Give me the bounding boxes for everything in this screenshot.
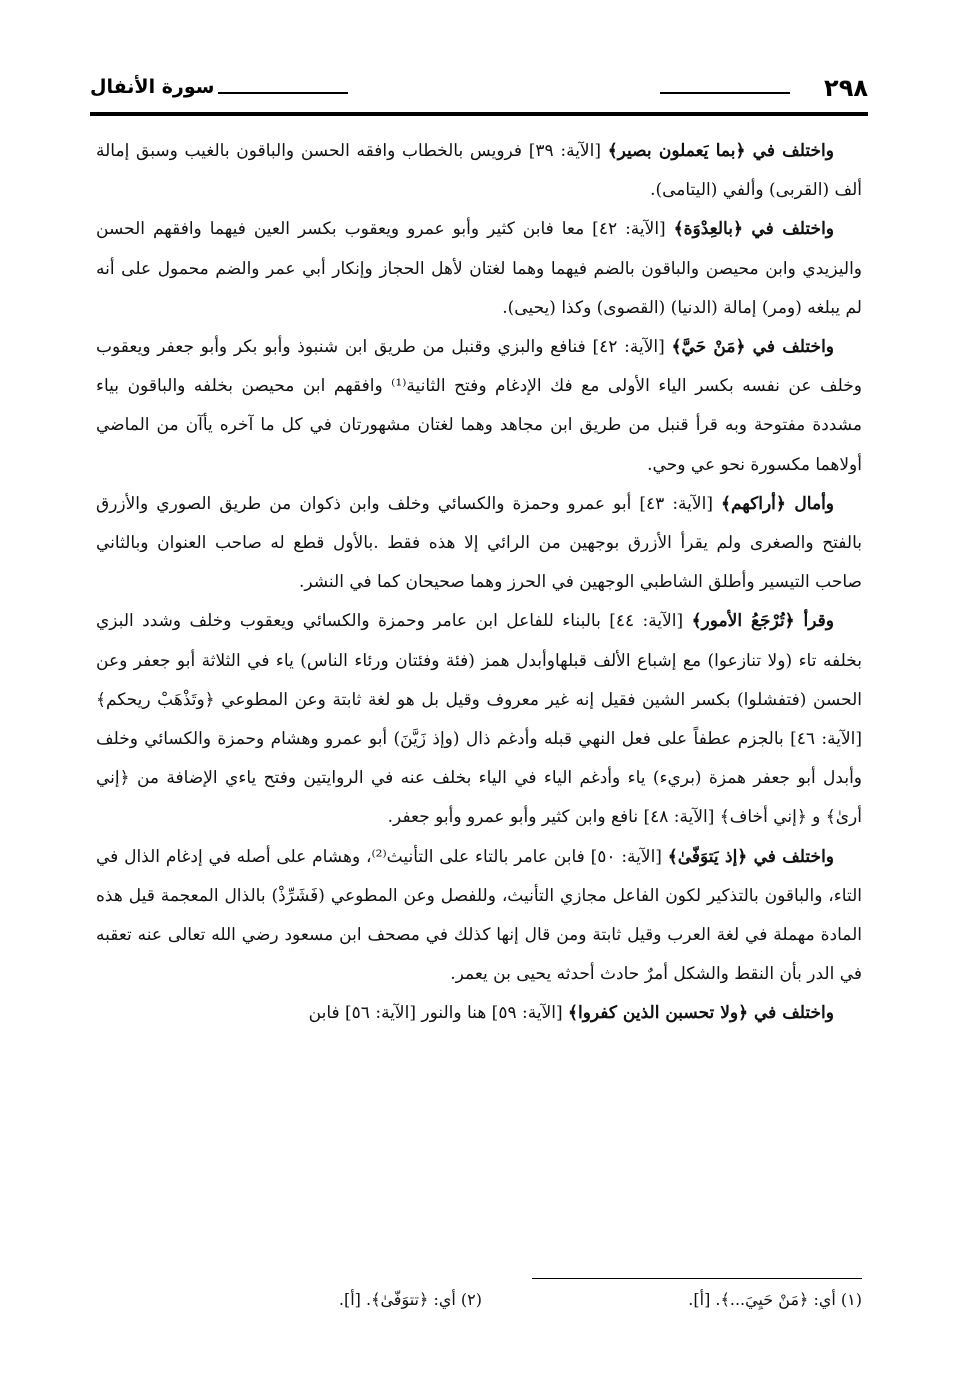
paragraph-lead: واختلف في ﴿إذ يَتوَفّىٰ﴾ — [667, 846, 834, 867]
page-header — [90, 70, 868, 110]
paragraph-lead: واختلف في ﴿بالعِدْوَة﴾ — [673, 219, 834, 240]
paragraph-lead: وأمال ﴿أراكهم﴾ — [721, 493, 835, 514]
paragraph-text: [الآية: ٤٢] فنافع والبزي وقنبل من طريق ابن شنبوذ وأبو بكر وأبو جعفر ويعقوب وخلف عن نفسه بكسر الياء الأولى مع فك الإدغام وفتح الثانية⁽¹⁾ وافقهم ابن محيصن بخلفه والباقون بياء مشددة مفتوحة وبه قرأ قنبل من طريق ابن مجاهد وهما لغتان مشهورتان في كل ما آخره يأآن من الماضي أولاهما مكسورة نحو عي وحي. — [96, 337, 862, 475]
paragraph-lead: واختلف في ﴿بما يَعملون بصير﴾ — [607, 141, 834, 161]
surah-title: سورة الأنفال — [90, 76, 215, 98]
paragraph-lead: واختلف في ﴿ولا تحسبن الذين كفروا﴾ — [568, 1003, 834, 1024]
paragraph-text: [الآية: ٣٩] فرويس بالخطاب وافقه الحسن والباقون بالغيب وسبق إمالة ألف (القربى) وألفي (اليتامى). — [96, 141, 862, 201]
paragraph — [96, 485, 862, 603]
paragraph-text: [الآية: ٥٩] هنا والنور [الآية: ٥٦] فابن — [308, 1003, 569, 1024]
paragraph — [96, 838, 862, 995]
paragraph — [96, 994, 862, 1033]
footnote-1: (١) أي: ﴿مَنْ حَيِيَ...﴾. [أ]. — [688, 1290, 862, 1309]
page-number: ٢٩٨ — [824, 74, 868, 102]
paragraph — [96, 210, 862, 328]
paragraph-text: [الآية: ٥٠] فابن عامر بالتاء على التأنيث⁽²⁾، وهشام على أصله في إدغام الذال في التاء، والباقون بالتذكير لكون الفاعل مجازي التأنيث، وللفصل وعن المطوعي (فَشَرِّذْ) بالذال المعجمة قيل هذه المادة مهملة في لغة العرب وقيل ثابتة ومن قال إنها كذلك في مصحف ابن مسعود رضي الله تعالى عنه تعقبه في الدر بأن النقط والشكل أمرٌ حادث أحدثه يحيى بن يعمر. — [96, 846, 862, 985]
header-dash-left — [218, 92, 348, 94]
footnote-2: (٢) أي: ﴿تتوَفّىٰ﴾. [أ]. — [338, 1290, 482, 1309]
paragraph-lead: وقرأ ﴿تُرْجَعُ الأمور﴾ — [691, 611, 835, 632]
paragraph-text: [الآية: ٤٤] بالبناء للفاعل ابن عامر وحمزة والكسائي ويعقوب وخلف وشدد البزي بخلفه تاء (ولا تنازعوا) مع إشباع الألف قبلهاوأبدل همز (فئة وفئتان ورئاء الناس) ياء في الثلاثة أبو جعفر وعن الحسن (فتفشلوا) بكسر الشين فقيل إنه غير معروف وقيل بل هو لغة ثابتة وعن المطوعي ﴿وتَذْهَبْ ريحكم﴾ [الآية: ٤٦] بالجزم عطفاً على فعل النهي قبله وأدغم ذال (وإذ زَيَّنَ) أبو عمرو وهشام وحمزة والكسائي وخلف وأبدل أبو جعفر همزة (بريء) ياء وأدغم الياء في الياء بخلف عنه في الروايتين وفتح ياءي الإضافة من ﴿إني أرىٰ﴾ و ﴿إني أخاف﴾ [الآية: ٤٨] نافع وابن كثير وأبو عمرو وأبو جعفر. — [96, 611, 862, 828]
header-rule — [90, 112, 868, 116]
header-dash-right — [660, 92, 790, 94]
footnotes — [96, 1290, 862, 1322]
paragraph-lead: واختلف في ﴿مَنْ حَيَّ﴾ — [671, 337, 834, 358]
paragraph — [96, 328, 862, 485]
body-text — [96, 132, 862, 1034]
paragraph-text: [الآية: ٤٢] معا فابن كثير وأبو عمرو ويعقوب بكسر العين فيهما وافقهم الحسن واليزيدي وابن محيصن والباقون بالضم فيهما وهما لغتان لأهل الحجاز وإنكار أبي عمر والضم محمول على أنه لم يبلغه (ومر) إمالة (الدنيا) (القصوى) وكذا (يحيى). — [96, 219, 862, 318]
paragraph-text: [الآية: ٤٣] أبو عمرو وحمزة والكسائي وخلف وابن ذكوان من طريق الصوري والأزرق بالفتح والصغرى ولم يقرأ الأزرق بوجهين من الرائي إلا هذه فقط .بالأول قطع له صاحب العنوان وبالثاني صاحب التيسير وأطلق الشاطبي الوجهين في الحرز وهما صحيحان كما في النشر. — [96, 493, 862, 593]
footnote-rule — [532, 1278, 862, 1279]
paragraph — [96, 132, 862, 210]
paragraph — [96, 602, 862, 837]
